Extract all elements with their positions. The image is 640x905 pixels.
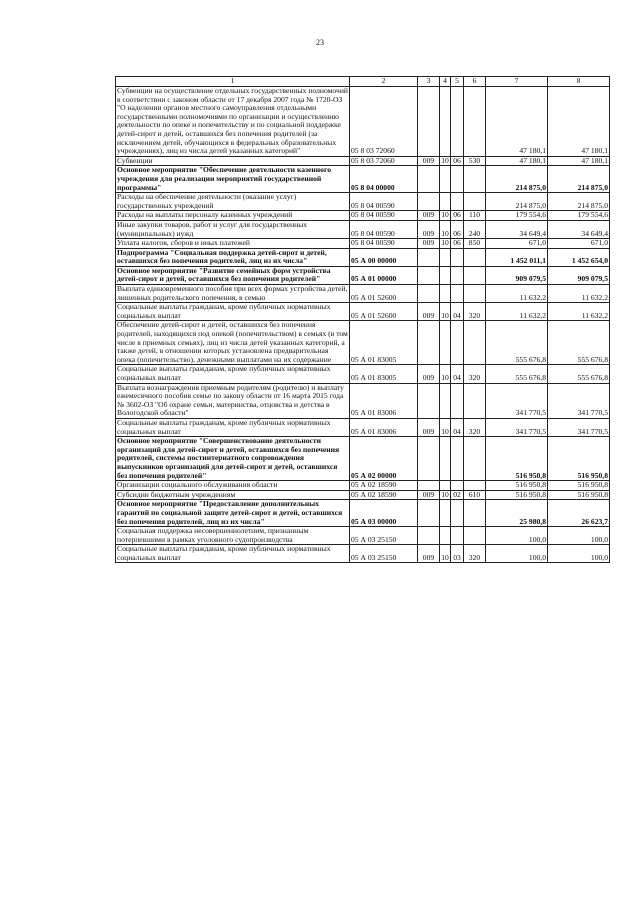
row-code: 05 А 03 00000 xyxy=(350,500,418,527)
row-code: 05 А 02 00000 xyxy=(350,437,418,481)
row-subsection xyxy=(451,527,464,545)
row-expense-type xyxy=(464,193,486,211)
row-subsection xyxy=(451,500,464,527)
row-name: Расходы на обеспечение деятельности (оказание услуг) государственных учреждений xyxy=(116,193,350,211)
header-cell: 7 xyxy=(486,77,548,87)
row-name: Иные закупки товаров, работ и услуг для государственных (муниципальных) нужд xyxy=(116,220,350,238)
row-name: Расходы на выплаты персоналу казенных учреждений xyxy=(116,211,350,221)
row-code: 05 8 03 72060 xyxy=(350,156,418,166)
row-amount-8: 47 180,1 xyxy=(548,156,610,166)
table-row xyxy=(116,490,610,500)
row-expense-type xyxy=(464,266,486,284)
row-code: 05 А 01 83006 xyxy=(350,383,418,418)
row-section: 10 xyxy=(440,418,451,436)
header-cell: 1 xyxy=(116,77,350,87)
row-section xyxy=(440,481,451,491)
row-section xyxy=(440,87,451,157)
row-expense-type: 320 xyxy=(464,365,486,383)
row-subsection: 04 xyxy=(451,303,464,321)
row-amount-7: 47 180,1 xyxy=(486,87,548,157)
row-amount-7: 555 676,8 xyxy=(486,321,548,365)
row-amount-7: 341 770,5 xyxy=(486,383,548,418)
row-name: Основное мероприятие "Совершенствование деятельности организаций для детей-сирот и детей, оставшихся без попечения родителей, системы постинтернатного сопровождения выпускников организаций для детей-сирот и детей, оставшихся без попечения родителей" xyxy=(116,437,350,481)
row-section: 10 xyxy=(441,156,449,165)
row-subsection xyxy=(451,87,464,157)
row-amount-7: 516 950,8 xyxy=(486,490,548,500)
row-ministry: 009 xyxy=(418,220,440,238)
row-name: Обеспечение детей-сирот и детей, оставшихся без попечения родителей, находящихся под опекой (попечительством) в семьях (в том числе в приемных семьях), лиц из числа детей указанных категорий, а также детей, в отношении которых установлена предварительная опека (попечительство), денежными выплатами на их содержание xyxy=(117,320,348,364)
table-row xyxy=(116,500,610,527)
row-subsection: 06 xyxy=(451,156,464,166)
row-section xyxy=(440,437,451,481)
row-ministry xyxy=(418,166,440,193)
row-expense-type xyxy=(464,285,486,303)
row-ministry xyxy=(418,266,440,284)
row-section xyxy=(440,266,451,284)
row-expense-type: 110 xyxy=(464,211,486,221)
table-row xyxy=(116,437,610,481)
row-subsection: 06 xyxy=(451,239,464,249)
row-expense-type: 850 xyxy=(464,239,486,249)
row-code: 05 А 01 83006 xyxy=(350,418,418,436)
row-code: 05 А 00 00000 xyxy=(350,248,418,266)
row-amount-7: 179 554,6 xyxy=(486,211,548,221)
row-ministry xyxy=(418,285,440,303)
row-ministry: 009 xyxy=(418,303,440,321)
row-amount-8: 516 950,8 xyxy=(548,490,610,500)
row-amount-7: 516 950,8 xyxy=(486,481,548,491)
row-amount-8: 909 079,5 xyxy=(548,266,610,284)
row-amount-7: 25 980,8 xyxy=(486,500,548,527)
row-amount-7: 555 676,8 xyxy=(486,365,548,383)
row-code: 05 8 04 00000 xyxy=(350,166,418,193)
row-name: Субвенции xyxy=(116,156,350,166)
row-amount-8: 26 623,7 xyxy=(548,500,610,527)
table-row xyxy=(116,481,610,491)
row-expense-type xyxy=(464,500,486,527)
row-subsection: 06 xyxy=(451,220,464,238)
row-subsection xyxy=(451,383,464,418)
row-code: 05 А 01 52600 xyxy=(350,285,418,303)
row-subsection xyxy=(451,266,464,284)
row-subsection xyxy=(451,166,464,193)
table-row xyxy=(116,220,610,238)
row-amount-8: 100,0 xyxy=(548,545,610,563)
row-amount-7: 34 649,4 xyxy=(486,220,548,238)
row-amount-7: 11 632,2 xyxy=(486,285,548,303)
row-name: Основное мероприятие "Предоставление дополнительных гарантий по социальной защите детей-сирот и детей, оставшихся без попечения родителей, лиц из их числа" xyxy=(116,500,350,527)
row-amount-7: 100,0 xyxy=(486,527,548,545)
table-row xyxy=(116,418,610,436)
row-amount-7: 909 079,5 xyxy=(486,266,548,284)
row-code: 05 А 01 83005 xyxy=(350,321,418,365)
row-amount-7: 214 875,0 xyxy=(486,193,548,211)
row-name: Социальные выплаты гражданам, кроме публичных нормативных социальных выплат xyxy=(116,545,350,563)
header-cell: 4 xyxy=(440,77,451,87)
row-name: Подпрограмма "Социальная поддержка детей-сирот и детей, оставшихся без попечения родителей, лиц из их числа" xyxy=(116,248,350,266)
row-amount-7: 214 875,0 xyxy=(486,166,548,193)
row-expense-type xyxy=(464,383,486,418)
row-ministry xyxy=(418,500,440,527)
row-ministry: 009 xyxy=(418,365,440,383)
row-name: Социальная поддержка несовершеннолетним, признанным потерпевшими в рамках уголовного судопроизводства xyxy=(116,527,350,545)
row-section xyxy=(440,248,451,266)
row-amount-8: 214 875,0 xyxy=(548,193,610,211)
row-name: Выплата единовременного пособия при всех формах устройства детей, лишенных родительского попечения, в семью xyxy=(117,284,348,302)
table-row xyxy=(116,303,610,321)
row-expense-type xyxy=(464,481,486,491)
row-section xyxy=(440,321,451,365)
row-amount-8: 555 676,8 xyxy=(548,321,610,365)
row-subsection: 03 xyxy=(451,545,464,563)
budget-table xyxy=(115,76,610,563)
row-expense-type xyxy=(464,321,486,365)
row-amount-7: 100,0 xyxy=(486,545,548,563)
row-name: Социальные выплаты гражданам, кроме публичных нормативных социальных выплат xyxy=(116,418,350,436)
row-name: Социальные выплаты гражданам, кроме публичных нормативных социальных выплат xyxy=(116,365,350,383)
row-expense-type xyxy=(464,166,486,193)
row-amount-8: 47 180,1 xyxy=(548,87,610,157)
row-amount-8: 555 676,8 xyxy=(548,365,610,383)
row-code: 05 А 01 83005 xyxy=(350,365,418,383)
table-row xyxy=(116,365,610,383)
row-subsection xyxy=(451,285,464,303)
row-amount-7: 47 180,1 xyxy=(486,156,548,166)
row-expense-type: 320 xyxy=(464,303,486,321)
row-ministry xyxy=(418,527,440,545)
row-ministry xyxy=(418,87,440,157)
row-subsection xyxy=(451,193,464,211)
row-subsection: 06 xyxy=(451,211,464,221)
table-row xyxy=(116,248,610,266)
row-name: Основное мероприятие "Развитие семейных форм устройства детей-сирот и детей, оставшихся без попечения родителей" xyxy=(116,266,350,284)
row-section: 10 xyxy=(441,210,449,220)
row-amount-8: 34 649,4 xyxy=(548,220,610,238)
table-row xyxy=(116,166,610,193)
row-section: 10 xyxy=(440,303,451,321)
table-row xyxy=(116,285,610,303)
row-expense-type: 320 xyxy=(464,545,486,563)
row-section xyxy=(440,285,451,303)
table-row xyxy=(116,193,610,211)
row-ministry xyxy=(418,248,440,266)
row-amount-8: 516 950,8 xyxy=(548,481,610,491)
row-ministry xyxy=(418,437,440,481)
row-ministry: 009 xyxy=(418,418,440,436)
row-expense-type xyxy=(464,248,486,266)
row-amount-8: 179 554,6 xyxy=(548,211,610,221)
row-expense-type: 530 xyxy=(464,156,486,166)
row-subsection: 04 xyxy=(451,418,464,436)
table-row xyxy=(116,239,610,249)
row-subsection xyxy=(451,437,464,481)
row-amount-7: 341 770,5 xyxy=(486,418,548,436)
row-ministry: 009 xyxy=(418,545,440,563)
row-code: 05 А 02 18590 xyxy=(350,490,418,500)
row-amount-8: 671,0 xyxy=(548,239,610,249)
row-ministry xyxy=(418,383,440,418)
row-code: 05 8 04 00590 xyxy=(350,193,418,211)
table-header-row xyxy=(116,77,610,87)
row-section xyxy=(440,166,451,193)
row-expense-type xyxy=(464,87,486,157)
table-row xyxy=(116,383,610,418)
page-number: 23 xyxy=(316,38,324,47)
row-code: 05 А 03 25150 xyxy=(350,545,418,563)
header-cell: 6 xyxy=(464,77,486,87)
row-subsection xyxy=(451,481,464,491)
header-cell: 8 xyxy=(548,77,610,87)
row-code: 05 А 01 00000 xyxy=(350,266,418,284)
table-row xyxy=(116,211,610,221)
row-section xyxy=(440,193,451,211)
row-amount-8: 1 452 654,0 xyxy=(548,248,610,266)
row-name: Основное мероприятие "Обеспечение деятельности казенного учреждения для реализации мероприятий государственной программы" xyxy=(116,166,350,193)
row-code: 05 8 04 00590 xyxy=(350,211,418,221)
row-section: 10 xyxy=(441,238,449,248)
table-row xyxy=(116,321,610,365)
header-cell: 3 xyxy=(418,77,440,87)
row-amount-8: 341 770,5 xyxy=(548,383,610,418)
row-section xyxy=(440,500,451,527)
row-name: Субвенции на осуществление отдельных государственных полномочий в соответствии с законом области от 17 декабря 2007 года № 1720-ОЗ "О наделении органов местного самоуправления отдельными государственными полномочиями по организации и осуществлению деятельности по опеке и попечительству и по социальной поддержке детей-сирот и детей, оставшихся без попечения родителей (за исключением детей, обучающихся в федеральных образовательных учреждениях), лиц из числа детей указанных категорий" xyxy=(117,86,348,156)
row-section: 10 xyxy=(440,545,451,563)
row-subsection xyxy=(451,321,464,365)
row-ministry: 009 xyxy=(418,490,440,500)
row-code: 05 А 01 52600 xyxy=(350,303,418,321)
row-code: 05 А 03 25150 xyxy=(350,527,418,545)
row-code: 05 8 04 00590 xyxy=(350,239,418,249)
row-amount-8: 341 770,5 xyxy=(548,418,610,436)
row-amount-8: 100,0 xyxy=(548,527,610,545)
row-name: Социальные выплаты гражданам, кроме публичных нормативных социальных выплат xyxy=(116,303,350,321)
table-row xyxy=(116,156,610,166)
table-row xyxy=(116,266,610,284)
row-ministry xyxy=(418,321,440,365)
row-amount-7: 11 632,2 xyxy=(486,303,548,321)
row-amount-7: 671,0 xyxy=(486,239,548,249)
row-amount-8: 11 632,2 xyxy=(548,285,610,303)
row-ministry: 009 xyxy=(418,156,440,166)
row-amount-8: 214 875,0 xyxy=(548,166,610,193)
row-amount-8: 11 632,2 xyxy=(548,303,610,321)
row-expense-type: 320 xyxy=(464,418,486,436)
row-section: 10 xyxy=(441,490,449,499)
row-subsection: 04 xyxy=(451,365,464,383)
table-row xyxy=(116,527,610,545)
table-body xyxy=(116,87,610,563)
row-section xyxy=(440,527,451,545)
row-amount-8: 516 950,8 xyxy=(548,437,610,481)
row-ministry: 009 xyxy=(418,239,440,249)
row-amount-7: 516 950,8 xyxy=(486,437,548,481)
row-code: 05 8 03 72060 xyxy=(350,87,418,157)
table-row xyxy=(116,87,610,157)
row-name: Организации социального обслуживания области xyxy=(116,481,350,491)
row-name: Уплата налогов, сборов и иных платежей xyxy=(116,239,350,249)
row-expense-type xyxy=(464,527,486,545)
row-section: 10 xyxy=(440,220,451,238)
row-expense-type xyxy=(464,437,486,481)
header-cell: 2 xyxy=(350,77,418,87)
row-expense-type: 240 xyxy=(464,220,486,238)
row-amount-7: 1 452 011,1 xyxy=(486,248,548,266)
table-row xyxy=(116,545,610,563)
row-subsection: 02 xyxy=(451,490,464,500)
row-expense-type: 610 xyxy=(464,490,486,500)
row-name: Субсидии бюджетным учреждениям xyxy=(116,490,350,500)
row-section: 10 xyxy=(440,365,451,383)
header-cell: 5 xyxy=(451,77,464,87)
row-subsection xyxy=(451,248,464,266)
row-ministry: 009 xyxy=(418,211,440,221)
row-code: 05 8 04 00590 xyxy=(350,220,418,238)
row-code: 05 А 02 18590 xyxy=(350,481,418,491)
row-ministry xyxy=(418,193,440,211)
row-ministry xyxy=(418,481,440,491)
row-section xyxy=(440,383,451,418)
row-name: Выплата вознаграждения приемным родителям (родителю) и выплату ежемесячного пособия семье по закону области от 16 марта 2015 года № 3602-ОЗ "Об охране семьи, материнства, отцовства и детства в Вологодской области" xyxy=(116,383,350,418)
